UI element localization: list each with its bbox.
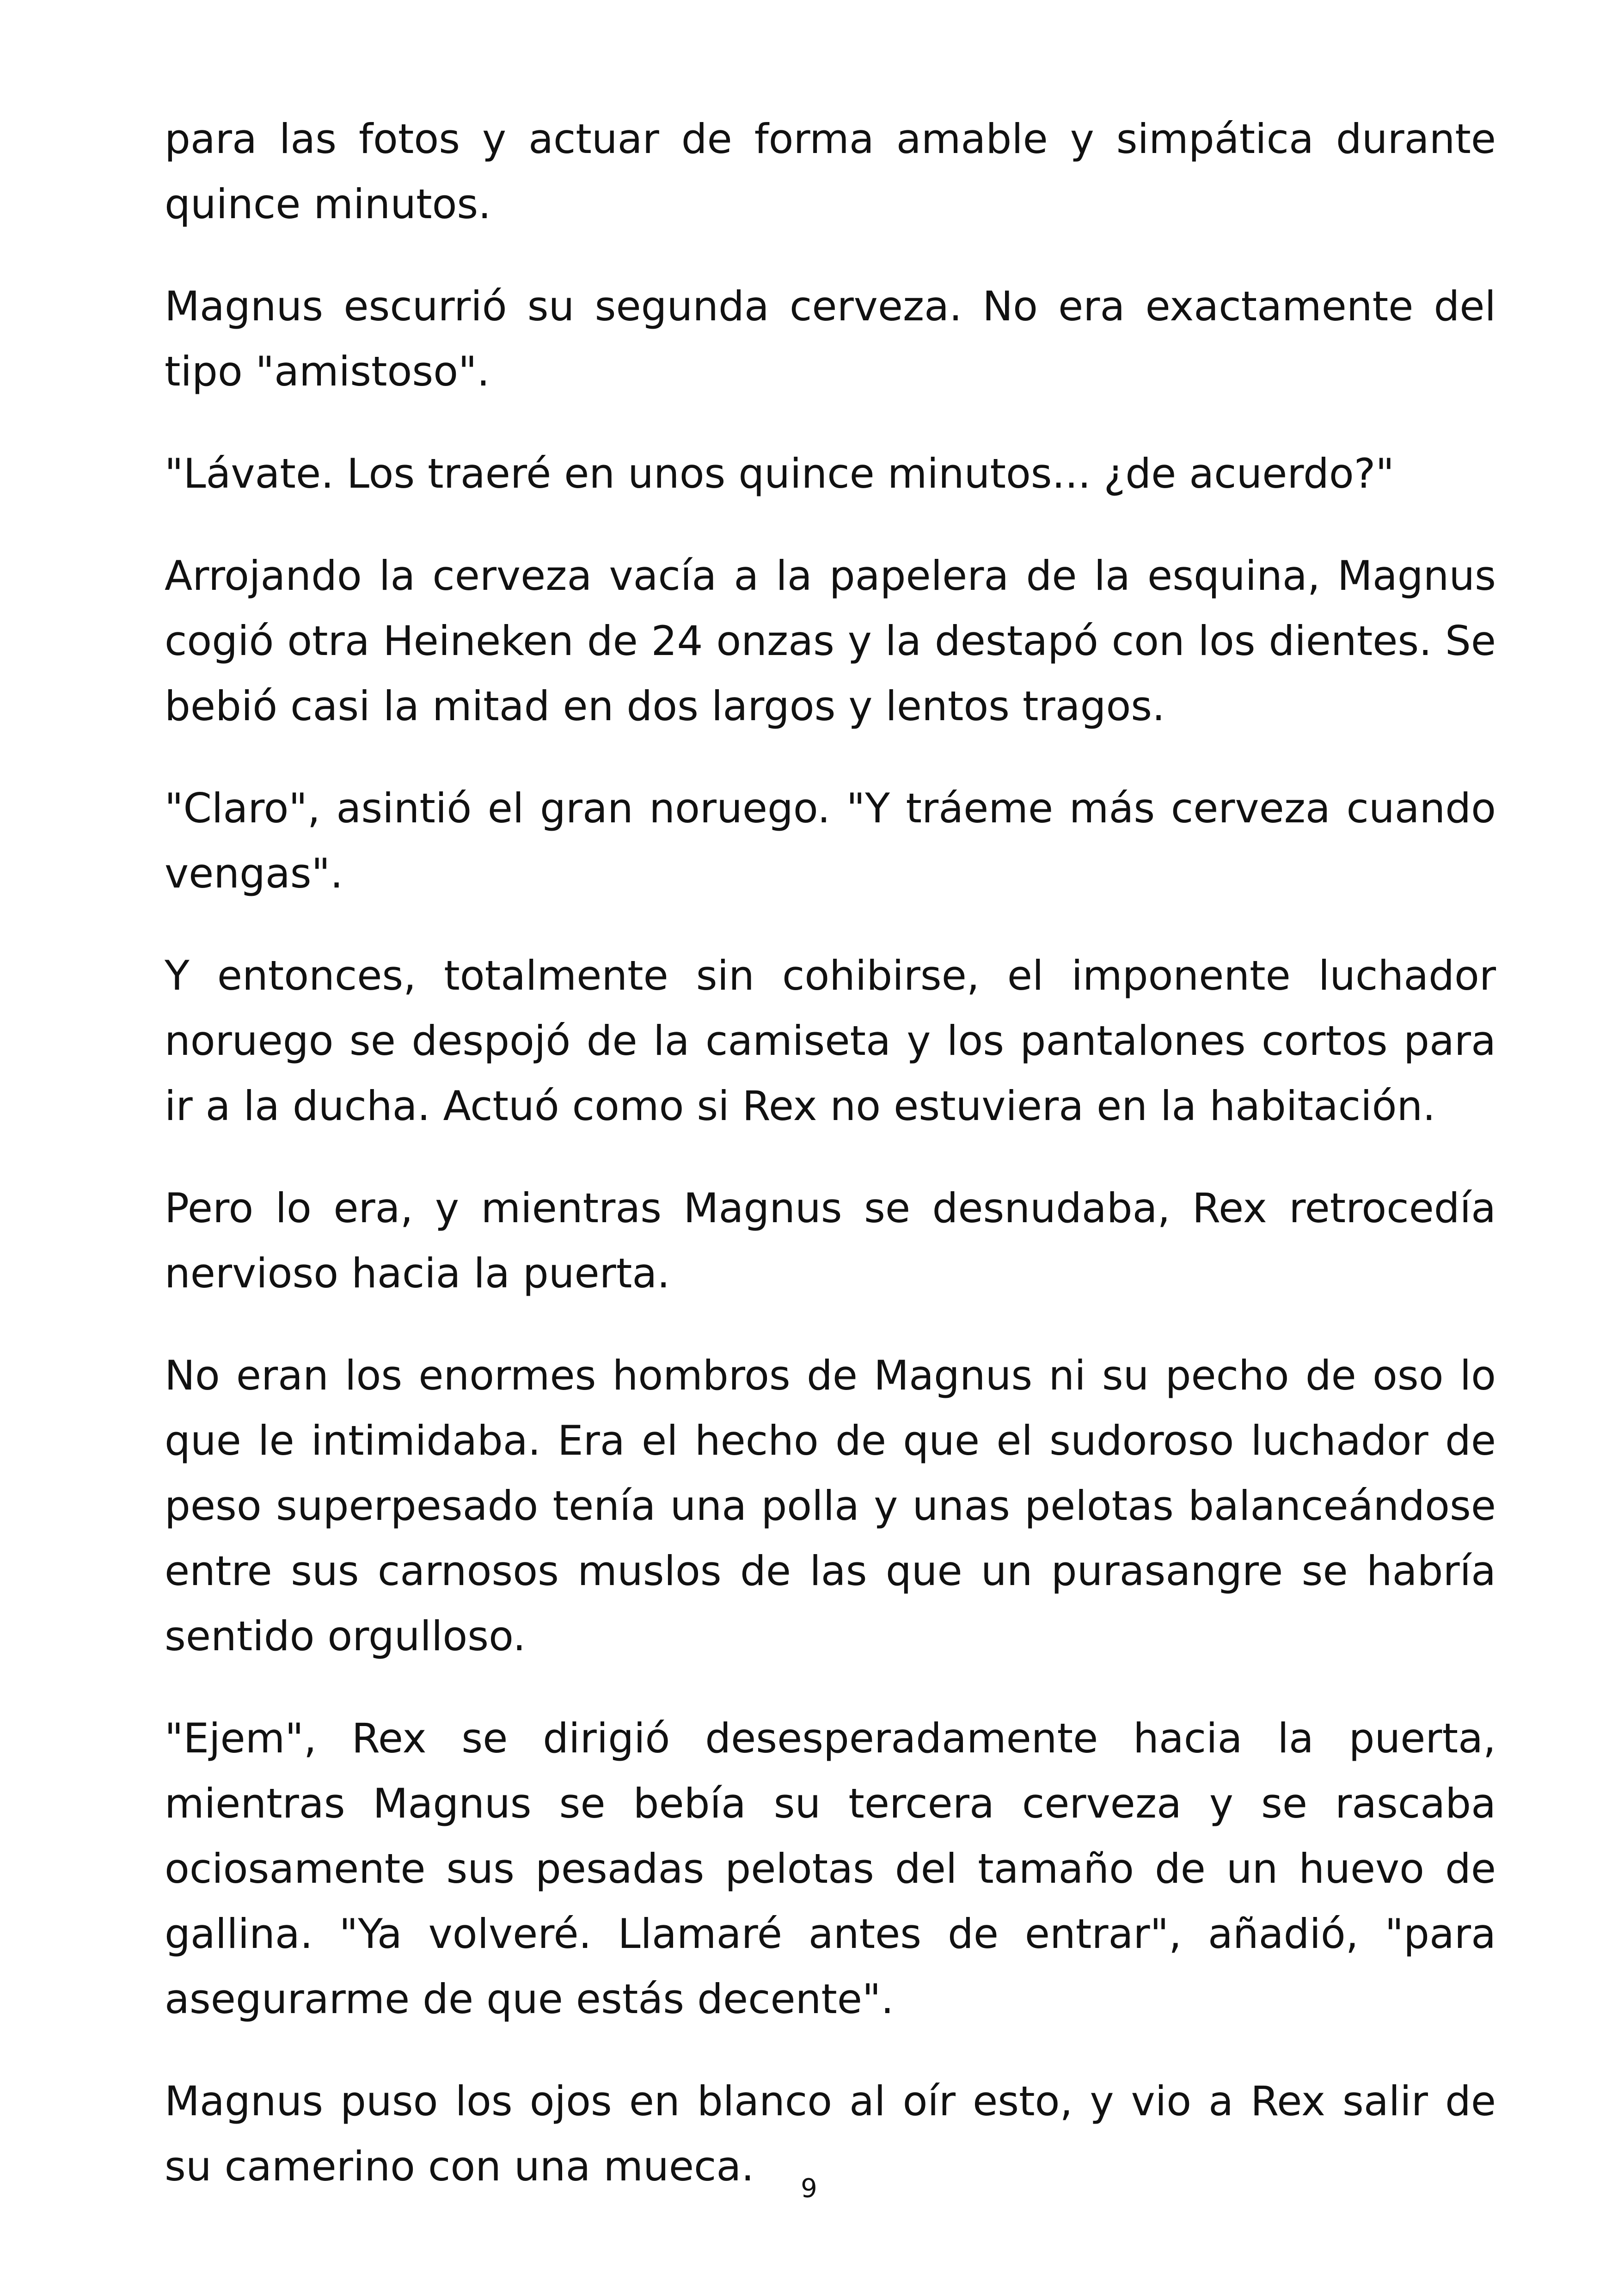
paragraph-10: Magnus puso los ojos en blanco al oír esto, y vio a Rex salir de su camerino con una mueca. [165, 2077, 1496, 2190]
paragraph-3: "Lávate. Los traeré en unos quince minutos... ¿de acuerdo?" [165, 450, 1394, 497]
paragraph-6: Y entonces, totalmente sin cohibirse, el imponente luchador noruego se despojó de la camiseta y los pantalones cortos para ir a la ducha. Actuó como si Rex no estuviera en la habitación. [165, 952, 1496, 1130]
page-number: 9 [801, 2174, 817, 2204]
paragraph-4: Arrojando la cerveza vacía a la papelera de la esquina, Magnus cogió otra Heineken de 24 onzas y la destapó con los dientes. Se bebió casi la mitad en dos largos y lentos tragos. [165, 552, 1496, 730]
paragraph-7: Pero lo era, y mientras Magnus se desnudaba, Rex retrocedía nervioso hacia la puerta. [165, 1184, 1496, 1297]
paragraph-1: para las fotos y actuar de forma amable y simpática durante quince minutos. [165, 115, 1496, 228]
body-text [165, 106, 1496, 2236]
paragraph-5: "Claro", asintió el gran noruego. "Y tráeme más cerveza cuando vengas". [165, 784, 1496, 897]
paragraph-8: No eran los enormes hombros de Magnus ni su pecho de oso lo que le intimidaba. Era el hecho de que el sudoroso luchador de peso superpesado tenía una polla y unas pelotas balanceándose entre sus carnosos muslos de las que un purasangre se habría sentido orgulloso. [165, 1352, 1496, 1660]
paragraph-2: Magnus escurrió su segunda cerveza. No era exactamente del tipo "amistoso". [165, 282, 1496, 395]
paragraph-9: "Ejem", Rex se dirigió desesperadamente hacia la puerta, mientras Magnus se bebía su tercera cerveza y se rascaba ociosamente sus pesadas pelotas del tamaño de un huevo de gallina. "Ya volveré. Llamaré antes de entrar", añadió, "para asegurarme de que estás decente". [165, 1714, 1496, 2023]
